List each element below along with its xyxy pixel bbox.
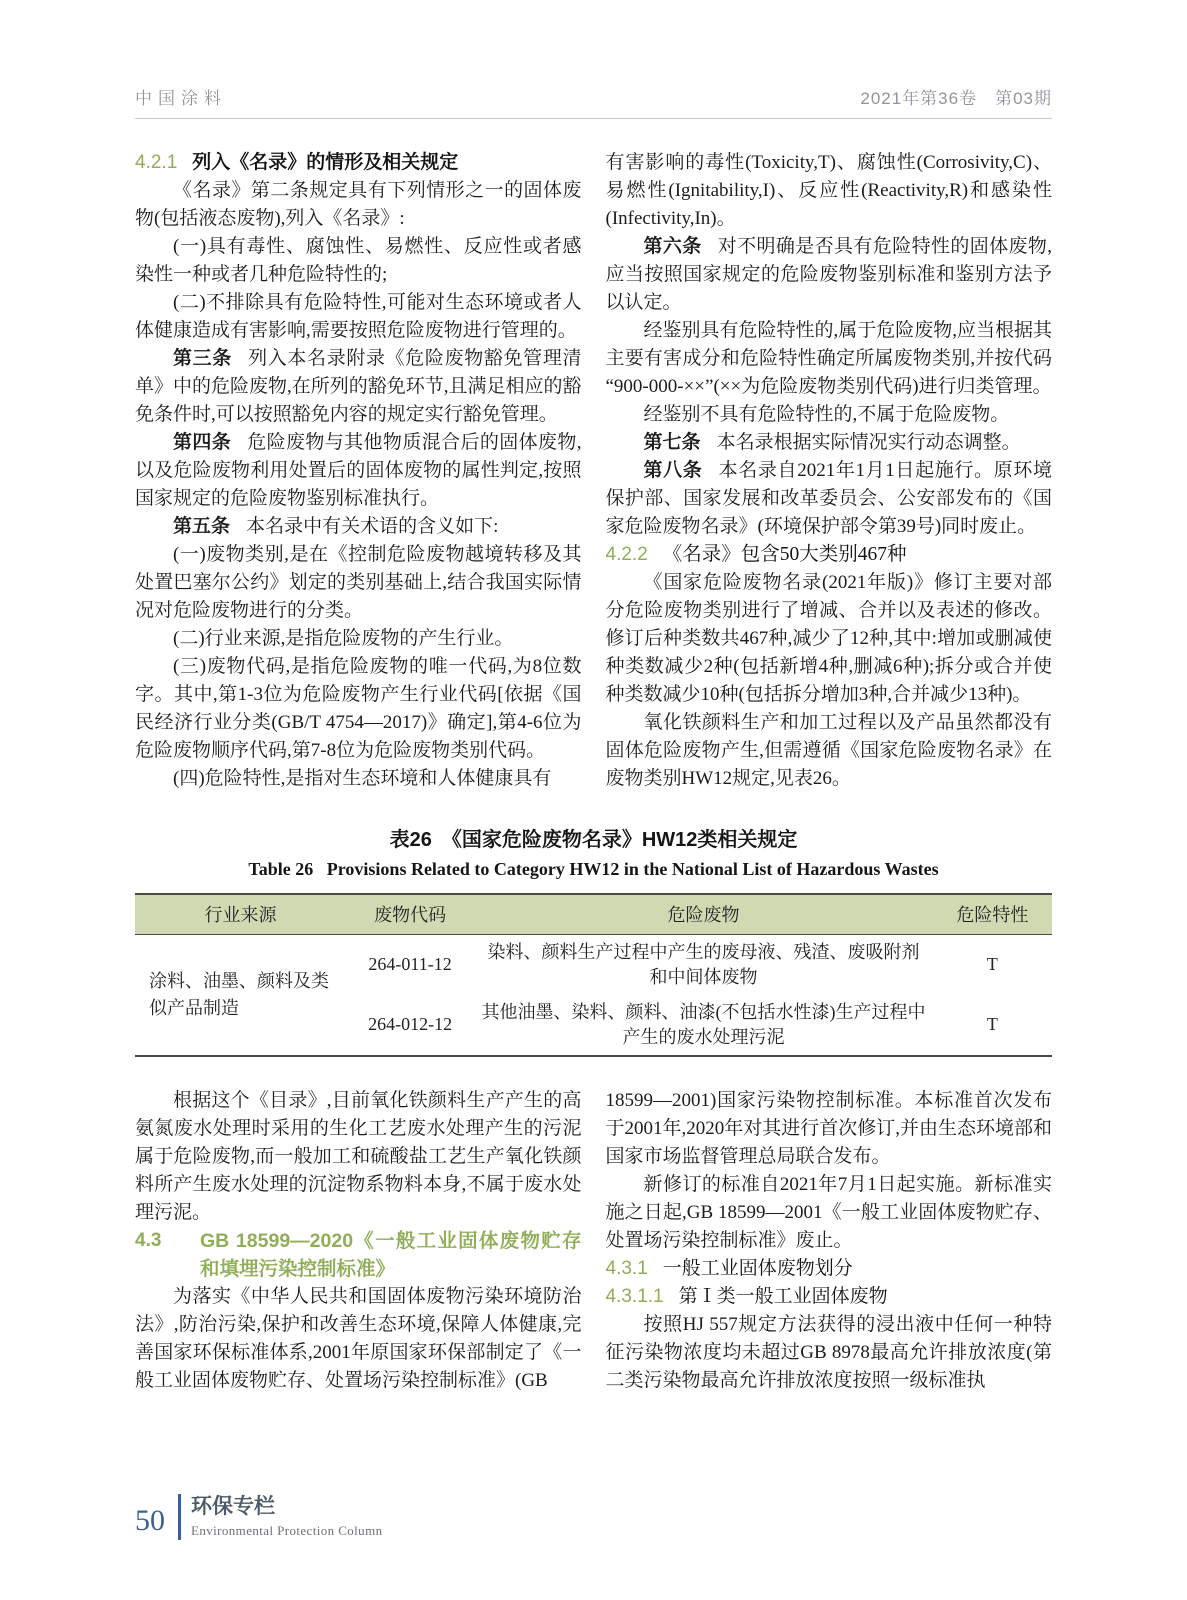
article-lead: 第七条 [643,432,701,453]
paragraph: 有害影响的毒性(Toxicity,T)、腐蚀性(Corrosivity,C)、易燃性(Ignitability,I)、反应性(Reactivity,R)和感染性(Infectivity,In)。 [605,152,1052,229]
paragraph: 第七条 本名录根据实际情况实行动态调整。 [643,432,1021,453]
article-lead: 第四条 [173,432,232,453]
industry-source-cell: 涂料、油墨、颜料及类似产品制造 [149,970,329,1018]
column-title-en: Environmental Protection Column [191,1523,383,1538]
journal-name: 中国涂料 [135,89,227,108]
running-head [135,84,1052,119]
right-column [606,149,1053,793]
table-26-block [135,823,1052,1057]
section-number: 4.3.1 [605,1257,648,1279]
paragraph: 经鉴别不具有危险特性的,不属于危险废物。 [643,404,1010,425]
hazardous-waste-table [135,893,1052,1057]
section-heading-4-2-1 [135,149,582,177]
hazard-trait-cell: T [986,954,998,974]
right-column-bottom [606,1087,1053,1395]
paragraph: (一)废物类别,是在《控制危险废物越境转移及其处置巴塞尔公约》划定的类别基础上,结合我国实际情况对危险废物进行的分类。 [135,544,582,621]
section-number: 4.3.1.1 [605,1285,664,1307]
paragraph: 经鉴别具有危险特性的,属于危险废物,应当根据其主要有害成分和危险特性确定所属废物类别,并按代码“900-000-××”(××为危险废物类别代码)进行归类管理。 [605,320,1053,397]
lower-columns [135,1087,1052,1395]
left-column [135,149,582,793]
issue-info: 2021年第36卷 第03期 [860,89,1052,108]
paragraph: (二)不排除具有危险特性,可能对生态环境或者人体健康造成有害影响,需要按照危险废物进行管理的。 [135,292,582,341]
table-title-en: Table 26 Provisions Related to Category HW12 in the National List of Hazardous Wastes [248,859,939,879]
col-header-waste-code: 废物代码 [346,894,474,934]
col-header-hazard-trait: 危险特性 [933,894,1052,934]
page-footer [135,1494,383,1540]
paragraph: 氧化铁颜料生产和加工过程以及产品虽然都没有固体危险废物产生,但需遵循《国家危险废物名录》在废物类别HW12规定,见表26。 [605,712,1052,789]
paragraph: 《国家危险废物名录(2021年版)》修订主要对部分危险废物类别进行了增减、合并以及表述的修改。修订后种类数共467种,减少了12种,其中:增加或删减使种类数减少2种(包括新增4种,删减6种);拆分或合并使种类数减少10种(包括拆分增加3种,合并减少13种)。 [605,572,1052,705]
upper-columns [135,149,1052,793]
column-title-cn: 环保专栏 [191,1495,275,1518]
paragraph: 18599—2001)国家污染物控制标准。本标准首次发布于2001年,2020年对其进行首次修订,并由生态环境部和国家市场监督管理总局联合发布。 [605,1089,1053,1167]
table-title-cn: 表26 《国家危险废物名录》HW12类相关规定 [389,829,798,851]
section-heading-4-3-1 [606,1255,1053,1283]
section-heading-4-2-2 [606,541,1053,569]
waste-code-cell: 264-011-12 [368,954,452,974]
article-lead: 第八条 [643,460,703,481]
waste-description-cell: 其他油墨、染料、颜料、油漆(不包括水性漆)生产过程中产生的废水处理污泥 [481,1001,926,1047]
paragraph: (四)危险特性,是指对生态环境和人体健康具有 [173,768,552,789]
column-banner [191,1495,383,1540]
section-title: 列入《名录》的情形及相关规定 [192,152,459,173]
section-title: 第Ⅰ类一般工业固体废物 [678,1285,888,1307]
paragraph: 按照HJ 557规定方法获得的浸出液中任何一种特征污染物浓度均未超过GB 8978最高允许排放浓度(第二类污染物最高允许排放浓度按照一级标准执 [605,1313,1052,1391]
paragraph: (三)废物代码,是指危险废物的唯一代码,为8位数字。其中,第1-3位为危险废物产生行业代码[依据《国民经济行业分类(GB/T 4754—2017)》确定],第4-6位为危险废物顺序代码,第7-8位为危险废物类别代码。 [135,656,582,761]
paragraph: 根据这个《目录》,目前氧化铁颜料生产产生的高氨氮废水处理时采用的生化工艺废水处理产生的污泥属于危险废物,而一般加工和硫酸盐工艺生产氧化铁颜料所产生废水处理的沉淀物系物料本身,不属于废水处理污泥。 [135,1089,582,1223]
article-lead: 第三条 [173,348,232,369]
table-row [135,934,1052,995]
section-number: 4.2.2 [605,544,648,565]
section-number: 4.3 [135,1229,162,1251]
col-header-industry-source: 行业来源 [135,894,346,934]
waste-description-cell: 染料、颜料生产过程中产生的废母液、残渣、废吸附剂和中间体废物 [487,941,920,987]
page-number: 50 [135,1504,165,1537]
paragraph: (一)具有毒性、腐蚀性、易燃性、反应性或者感染性一种或者几种危险特性的; [135,236,582,285]
section-number: 4.2.1 [135,152,178,173]
article-lead: 第六条 [643,236,702,257]
section-title: GB 18599—2020《一般工业固体废物贮存和填埋污染控制标准》 [200,1229,582,1280]
article-lead: 第五条 [173,516,231,537]
hazard-trait-cell: T [986,1014,998,1034]
paragraph: 第六条 对不明确是否具有危险特性的固体废物,应当按照国家规定的危险废物鉴别标准和鉴别方法予以认定。 [605,236,1052,313]
col-header-hazardous-waste: 危险废物 [474,894,933,934]
section-title: 《名录》包含50大类别467种 [662,544,907,565]
paragraph: 第四条 危险废物与其他物质混合后的固体废物,以及危险废物利用处置后的固体废物的属性判定,按照国家规定的危险废物鉴别标准执行。 [135,432,582,509]
footer-divider-bar [178,1494,181,1540]
paragraph: 新修订的标准自2021年7月1日起实施。新标准实施之日起,GB 18599—2001《一般工业固体废物贮存、处置场污染控制标准》废止。 [605,1173,1052,1251]
section-heading-4-3-1-1 [606,1283,1053,1311]
left-column-bottom [135,1087,582,1395]
paragraph: 第八条 本名录自2021年1月1日起施行。原环境保护部、国家发展和改革委员会、公安部发布的《国家危险废物名录》(环境保护部令第39号)同时废止。 [605,460,1052,537]
paragraph: 第三条 列入本名录附录《危险废物豁免管理清单》中的危险废物,在所列的豁免环节,且满足相应的豁免条件时,可以按照豁免内容的规定实行豁免管理。 [135,348,582,425]
paragraph: (二)行业来源,是指危险废物的产生行业。 [173,628,514,649]
paragraph: 为落实《中华人民共和国固体废物污染环境防治法》,防治污染,保护和改善生态环境,保障人体健康,完善国家环保标准体系,2001年原国家环保部制定了《一般工业固体废物贮存、处置场污染控制标准》(GB [135,1285,582,1391]
waste-code-cell: 264-012-12 [368,1014,453,1034]
paragraph: 《名录》第二条规定具有下列情形之一的固体废物(包括液态废物),列入《名录》: [135,180,582,229]
table-header-row [135,894,1052,934]
paragraph: 第五条 本名录中有关术语的含义如下: [173,516,499,537]
section-heading-4-3 [135,1227,582,1283]
section-title: 一般工业固体废物划分 [662,1257,853,1279]
